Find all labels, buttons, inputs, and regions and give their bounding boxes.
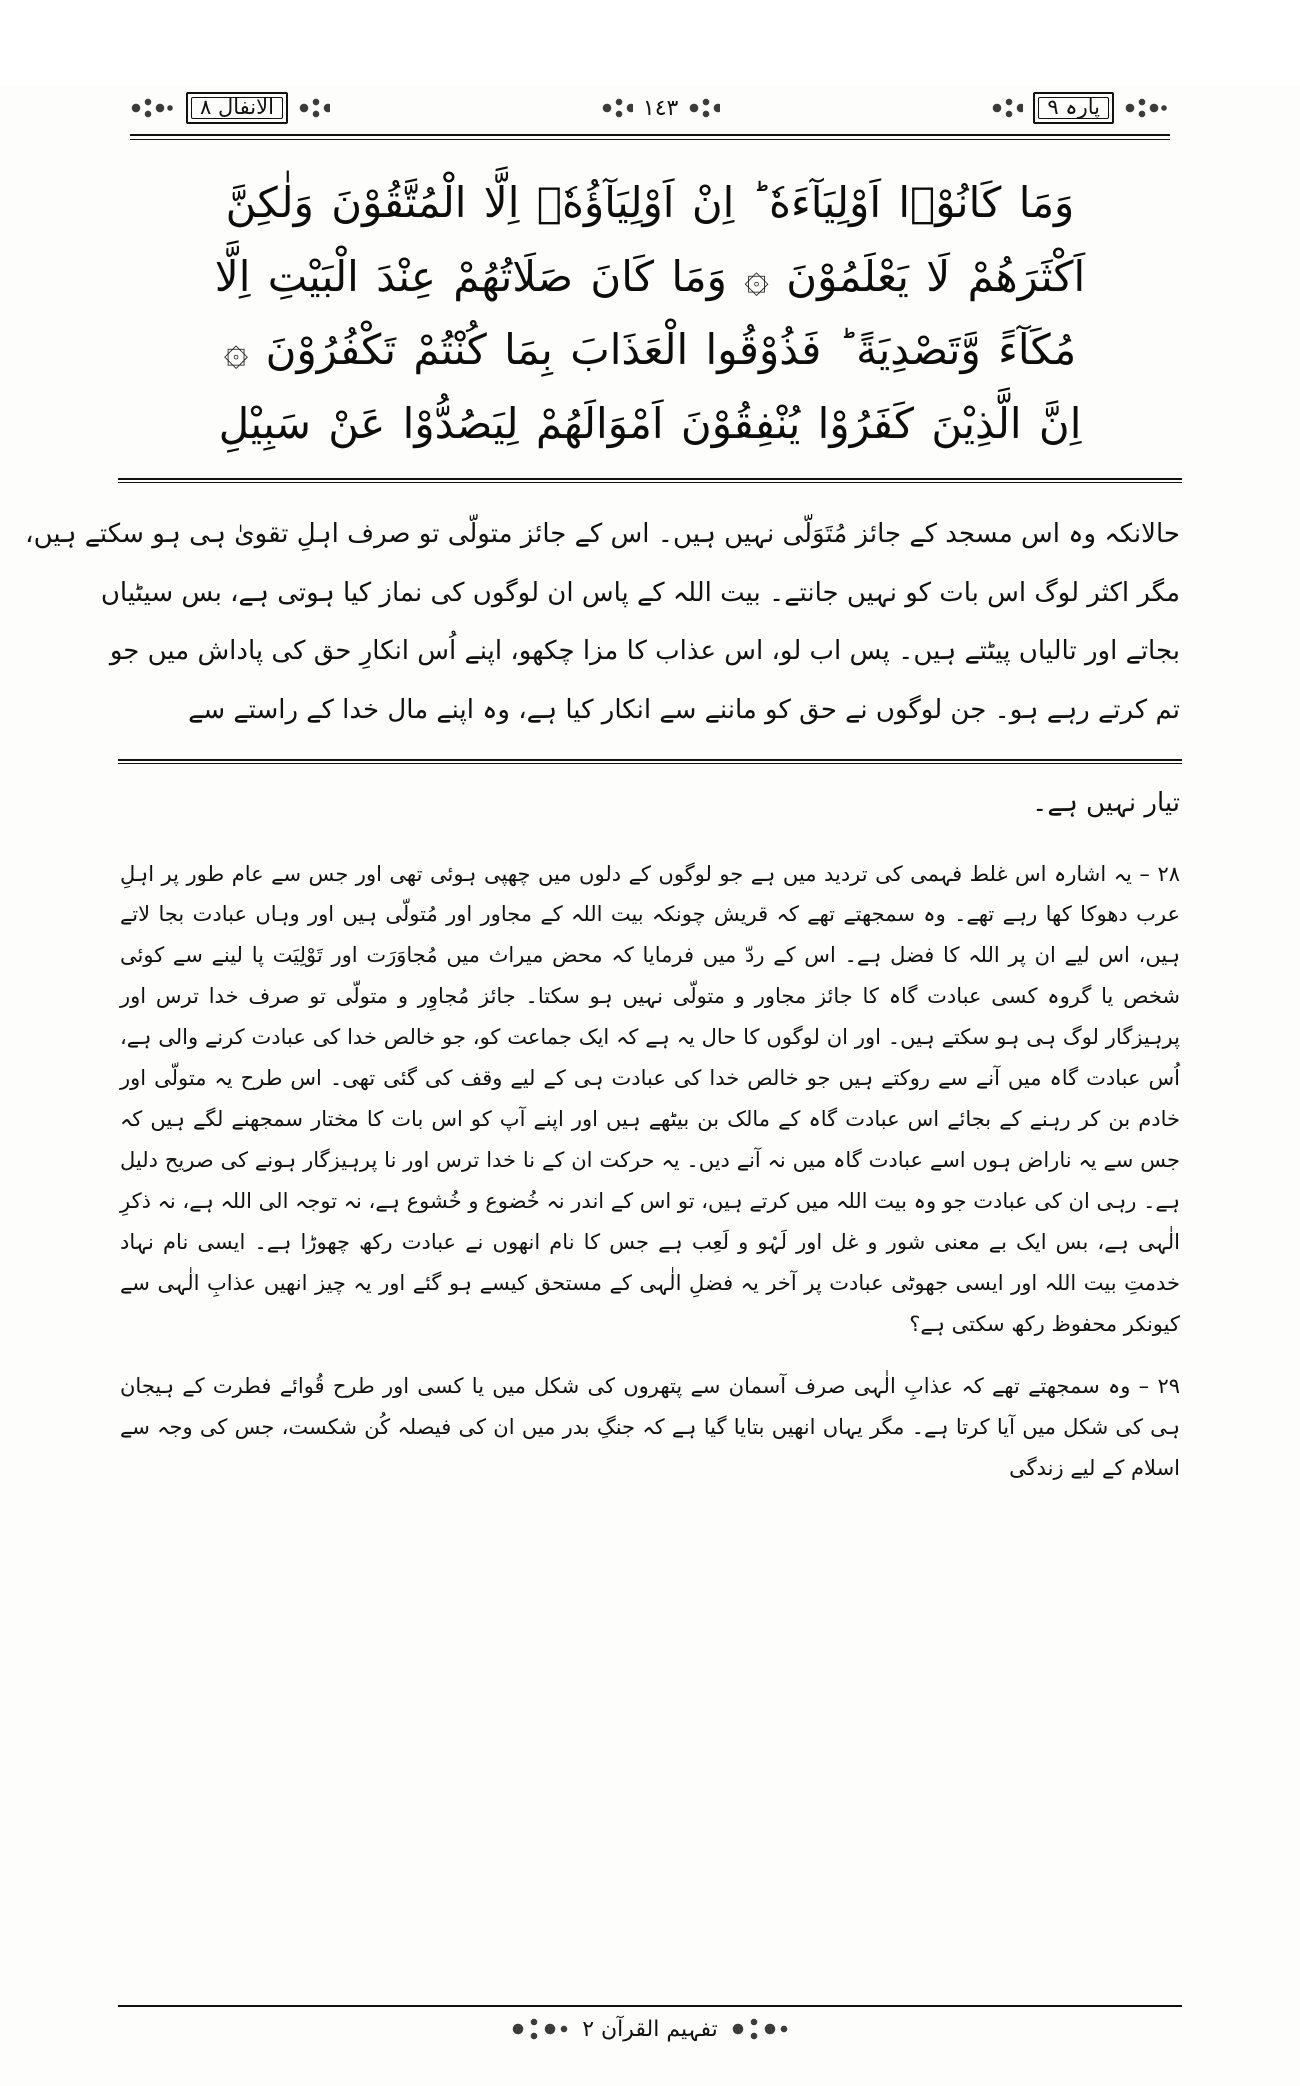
- document-page: [0, 86, 1300, 2086]
- floral-ornament-icon: [1124, 98, 1170, 118]
- translation-line: حالانکہ وہ اس مسجد کے جائز مُتَوَلّی نہیں ہیں۔ اس کے جائز متولّی تو صرف اہلِ تقویٰ ہی ہو سکتے ہیں،: [25, 519, 1180, 549]
- header-center-group: [601, 96, 720, 121]
- footnote-dash: –: [1130, 1373, 1150, 1398]
- section-divider-thin: [118, 482, 1182, 483]
- header-rule: [130, 134, 1170, 136]
- header-left-group: [130, 92, 330, 124]
- page-header: [130, 86, 1170, 140]
- floral-ornament-icon: [991, 98, 1023, 118]
- floral-ornament-icon: [688, 98, 720, 118]
- translation-line: تم کرتے رہے ہو۔ جن لوگوں نے حق کو ماننے سے انکار کیا ہے، وہ اپنے مال خدا کے راستے سے: [188, 694, 1180, 725]
- header-para-label: پارہ ٩: [1033, 92, 1114, 124]
- floral-ornament-icon: [298, 98, 330, 118]
- arabic-line: وَمَا كَانُوْۤا اَوْلِيَآءَهٗ ؕ اِنْ اَوْلِيَآؤُهٗۤ اِلَّا الْمُتَّقُوْنَ وَلٰكِنَّ: [225, 178, 1075, 227]
- translation-line: تیار نہیں ہے۔: [1032, 788, 1180, 818]
- notes-divider: [118, 759, 1182, 761]
- footnote-number: ٢٩: [1157, 1373, 1180, 1398]
- footnote-dash: –: [1131, 861, 1150, 886]
- arabic-line: مُكَآءً وَّتَصْدِيَةً ؕ فَذُوْقُوا الْعَذَابَ بِمَا كُنْتُمْ تَكْفُرُوْنَ ۞: [223, 325, 1077, 374]
- footnote-number: ٢٨: [1157, 861, 1180, 886]
- header-rule-thin: [130, 139, 1170, 140]
- arabic-verse-block: [120, 166, 1180, 460]
- floral-ornament-icon: [601, 98, 633, 118]
- floral-ornament-icon: [730, 2018, 790, 2040]
- footnotes-block: [120, 854, 1180, 1489]
- footnote-29: [120, 1366, 1180, 1489]
- floral-ornament-icon: [510, 2018, 570, 2040]
- section-divider: [118, 478, 1182, 480]
- header-right-group: [991, 92, 1170, 124]
- translation-line: مگر اکثر لوگ اس بات کو نہیں جانتے۔ بیت اللہ کے پاس ان لوگوں کی نماز کیا ہوتی ہے، بس سیٹیاں: [100, 577, 1180, 608]
- urdu-translation-tail: [120, 774, 1180, 833]
- page-footer: [0, 2005, 1300, 2045]
- footer-title: تفہیم القرآن ٢: [582, 2016, 718, 2042]
- footer-rule: [118, 2005, 1182, 2007]
- footnote-text: یہ اشارہ اس غلط فہمی کی تردید میں ہے جو لوگوں کے دلوں میں چھپی ہوئی تھی اور جس سے عام طور پر اہلِ عرب دھوکا کھا رہے تھے۔ وہ سمجھتے تھے کہ قریش چونکہ بیت اللہ کے مجاور اور مُتولّی ہیں اور وہاں عبادت بجا لاتے ہیں، اس لیے ان پر اللہ کا فضل ہے۔ اس کے ردّ میں فرمایا کہ محض میراث میں مُجاوَرَت اور تَوْلِیَت پا لینے سے کوئی شخص یا گروہ کسی عبادت گاہ کا جائز مجاور و متولّی نہیں ہو سکتا۔ جائز مُجاوِر و متولّی تو صرف خدا ترس اور پرہیزگار لوگ ہی ہو سکتے ہیں۔ اور ان لوگوں کا حال یہ ہے کہ ایک جماعت کو، جو خالص خدا کی عبادت کرنے والی ہے، اُس عبادت گاہ میں آنے سے روکتے ہیں جو خالص خدا کی عبادت ہی کے لیے وقف کی گئی تھی۔ اس طرح یہ متولّی اور خادم بن کر رہنے کے بجائے اس عبادت گاہ کے مالک بن بیٹھے ہیں اور اپنے آپ کو اس بات کا مختار سمجھنے لگے ہیں کہ جس سے یہ ناراض ہوں اسے عبادت گاہ میں نہ آنے دیں۔ یہ حرکت ان کے نا خدا ترس اور نا پرہیزگار ہونے کی صریح دلیل ہے۔ رہی ان کی عبادت جو وہ بیت اللہ میں کرتے ہیں، تو اس کے اندر نہ خُضوع و خُشوع ہے، نہ توجہ الی اللہ ہے، نہ ذکرِ الٰہی ہے، بس ایک بے معنی شور و غل اور لَہْو و لَعِب ہے جس کا نام انھوں نے عبادت رکھ چھوڑا ہے۔ ایسی نام نہاد خدمتِ بیت اللہ اور ایسی جھوٹی عبادت پر آخر یہ فضلِ الٰہی کے مستحق کیسے ہو گئے اور یہ چیز انھیں عذابِ الٰہی سے کیونکر محفوظ رکھ سکتی ہے؟: [120, 861, 1180, 1336]
- translation-line: بجاتے اور تالیاں پیٹتے ہیں۔ پس اب لو، اس عذاب کا مزا چکھو، اپنے اُس انکارِ حق کی پاداش میں جو: [109, 636, 1180, 666]
- urdu-translation-block: [25, 505, 1180, 739]
- page-number: ١٤٣: [642, 95, 679, 121]
- arabic-line: اِنَّ الَّذِيْنَ كَفَرُوْا يُنْفِقُوْنَ اَمْوَالَهُمْ لِيَصُدُّوْا عَنْ سَبِيْلِ: [218, 398, 1082, 448]
- header-surah-label: الانفال ٨: [186, 92, 288, 124]
- floral-ornament-icon: [130, 98, 176, 118]
- notes-divider-thin: [118, 763, 1182, 764]
- arabic-line: اَكْثَرَهُمْ لَا يَعْلَمُوْنَ ۞ وَمَا كَانَ صَلَاتُهُمْ عِنْدَ الْبَيْتِ اِلَّا: [214, 251, 1086, 301]
- footnote-text: وہ سمجھتے تھے کہ عذابِ الٰہی صرف آسمان سے پتھروں کی شکل میں یا کسی اور طرح قُوائے فطرت کے ہیجان ہی کی شکل میں آیا کرتا ہے۔ مگر یہاں انھیں بتایا گیا ہے کہ جنگِ بدر میں ان کی فیصلہ کُن شکست، جس کی وجہ سے اسلام کے لیے زندگی: [120, 1373, 1180, 1480]
- footnote-28: [120, 854, 1180, 1345]
